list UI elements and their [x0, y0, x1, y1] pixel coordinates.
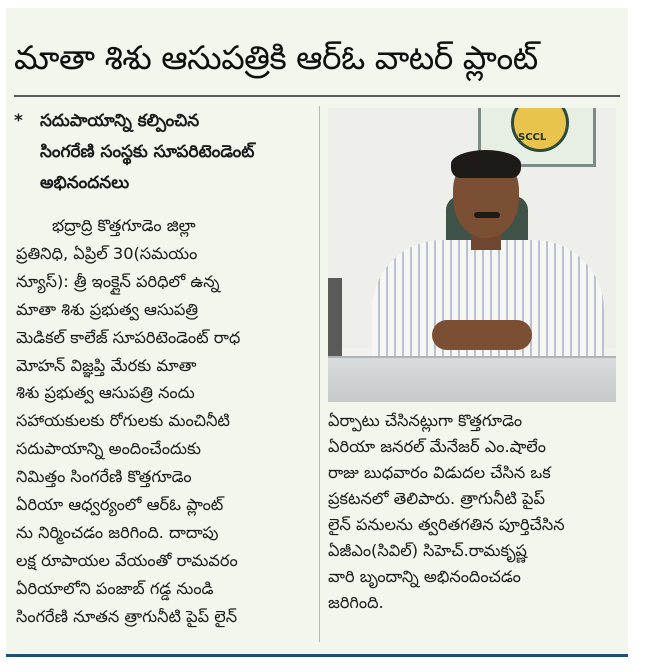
- text-line: ప్రకటనలో తెలిపారు. త్రాగునీటి పైప్: [328, 489, 546, 508]
- headline-rule: [14, 95, 620, 97]
- text-line: సింగరేణి నూతన త్రాగునీటి పైప్ లైన్: [16, 606, 238, 626]
- photo-cabinet: [328, 278, 342, 368]
- bottom-rule: [6, 654, 628, 657]
- subhead-line-2: సింగరేణి సంస్థకు సూపరిటెండెంట్: [40, 142, 255, 162]
- photo-person-mustache: [474, 212, 500, 218]
- text-line: శిశు ప్రభుత్వ ఆసుపత్రి నందు: [16, 383, 195, 403]
- text-line: ఏరియాలోని పంజాబ్ గడ్డ నుండి: [16, 578, 214, 598]
- photo-desk: [328, 356, 616, 402]
- column-divider: [319, 106, 320, 642]
- subhead-line-3: అభినందనలు: [40, 173, 130, 193]
- news-photo: [328, 108, 616, 402]
- photo-person-hands: [432, 320, 532, 350]
- text-line: సదుపాయాన్ని అందించేందుకు: [16, 439, 202, 459]
- text-line: మెడికల్ కాలేజ్ సూపరిటెండెంట్ రాధ: [16, 327, 241, 347]
- bullet-star: *: [14, 111, 23, 131]
- newspaper-clipping: [6, 8, 628, 654]
- text-line: వారి బృందాన్ని అభినందించడం: [328, 567, 521, 586]
- headline: మాతా శిశు ఆసుపత్రికి ఆర్‌ఓ వాటర్ ప్లాంట్: [14, 38, 538, 77]
- text-line: రాజు బుధవారం విడుదల చేసిన ఒక: [328, 463, 551, 482]
- text-line: లైన్ పనులను త్వరితగతిన పూర్తిచేసిన: [328, 515, 565, 534]
- right-column-text: [328, 408, 614, 616]
- text-line: న్యూస్): త్రీ ఇంక్లైన్ పరిధిలో ఉన్న: [16, 271, 220, 291]
- sccl-logo-text: SCCL: [518, 132, 547, 143]
- photo-person-hair: [451, 150, 521, 178]
- text-line: మోహన్ విజ్ఞప్తి మేరకు మాతా: [16, 355, 197, 375]
- text-line: ను నిర్మించడం జరిగింది. దాదాపు: [16, 522, 219, 542]
- text-line: ప్రతినిధి, ఏప్రిల్ 30(సమయం: [16, 243, 198, 263]
- text-line: ఏరియా జనరల్ మేనేజర్ ఎం.షాలేం: [328, 437, 546, 456]
- text-line: మాతా శిశు ప్రభుత్వ ఆసుపత్రి: [16, 299, 199, 319]
- text-line: ఏర్పాటు చేసినట్లుగా కొత్తగూడెం: [328, 411, 523, 430]
- text-line: ఏరియా ఆధ్వర్యంలో ఆర్‌ఓ ప్లాంట్: [16, 495, 224, 515]
- left-column-text: [16, 212, 311, 631]
- subhead-line-1: సదుపాయాన్ని కల్పించిన: [40, 111, 200, 131]
- text-line: ఏజీఎం(సివిల్) సిహెచ్.రామకృష్ణ: [328, 541, 527, 560]
- text-line: లక్ష రూపాయల వేయంతో రామవరం: [16, 550, 238, 570]
- text-line: సహాయకులకు రోగులకు మంచినీటి: [16, 411, 230, 431]
- subheadline: [14, 106, 314, 199]
- text-line: నిమిత్తం సింగరేణి కొత్తగూడెం: [16, 467, 192, 487]
- text-line: భద్రాద్రి కొత్తగూడెం జిల్లా: [52, 216, 196, 235]
- text-line: జరిగింది.: [328, 593, 384, 612]
